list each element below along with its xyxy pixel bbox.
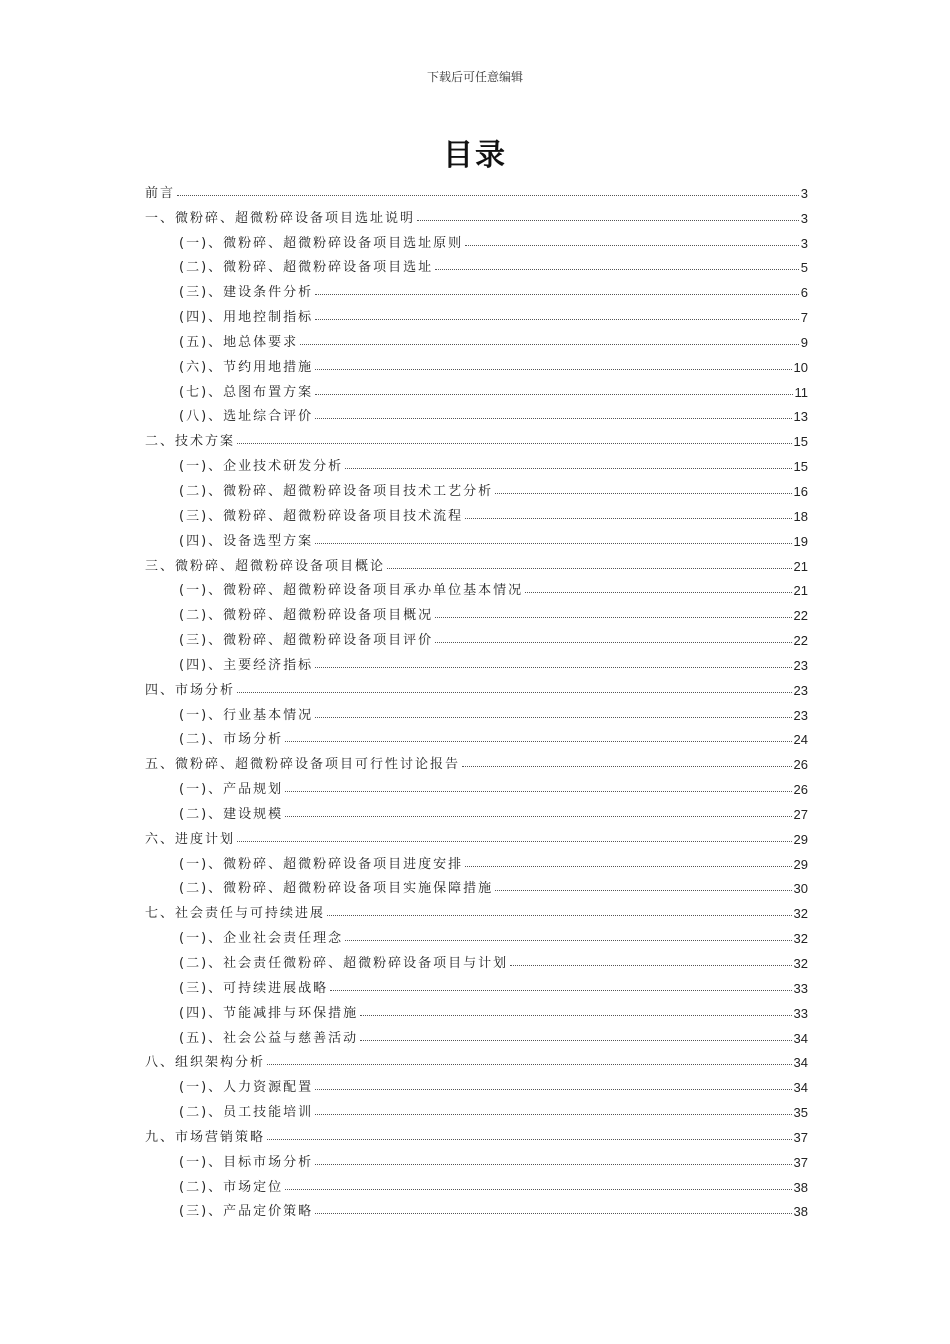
toc-entry-page-number: 23: [793, 707, 808, 723]
toc-entry[interactable]: [145, 946, 808, 971]
toc-dot-leader: [465, 865, 791, 867]
toc-entry[interactable]: [145, 1145, 808, 1170]
toc-entry-text: (一)、产品规划: [179, 782, 284, 798]
toc-entry[interactable]: [145, 201, 808, 226]
toc-entry[interactable]: [145, 822, 808, 847]
toc-entry-text: 七、社会责任与可持续进展: [145, 906, 326, 922]
toc-entry-page-number: 30: [793, 881, 808, 897]
toc-dot-leader: [315, 1088, 791, 1090]
toc-entry-page-number: 13: [793, 409, 808, 425]
toc-dot-leader: [435, 616, 791, 618]
toc-entry[interactable]: [145, 847, 808, 872]
toc-entry-page-number: 6: [800, 285, 808, 301]
toc-dot-leader: [462, 765, 792, 767]
toc-dot-leader: [345, 467, 791, 469]
toc-entry-page-number: 11: [794, 384, 808, 400]
toc-entry-text: (一)、企业社会责任理念: [179, 931, 344, 947]
toc-entry-page-number: 5: [800, 260, 808, 276]
toc-entry[interactable]: [145, 1046, 808, 1071]
toc-entry-text: (三)、微粉碎、超微粉碎设备项目技术流程: [179, 508, 464, 524]
toc-entry-text: 四、市场分析: [145, 682, 236, 698]
toc-dot-leader: [285, 790, 791, 792]
toc-entry[interactable]: [145, 251, 808, 276]
toc-entry-page-number: 34: [793, 1080, 808, 1096]
toc-entry[interactable]: [145, 176, 808, 201]
toc-entry-text: (一)、行业基本情况: [179, 707, 314, 723]
toc-entry[interactable]: [145, 921, 808, 946]
toc-entry[interactable]: [145, 872, 808, 897]
toc-entry[interactable]: [145, 1070, 808, 1095]
toc-entry[interactable]: [145, 772, 808, 797]
toc-entry[interactable]: [145, 350, 808, 375]
toc-entry-page-number: 15: [793, 434, 808, 450]
toc-entry-text: (一)、人力资源配置: [179, 1080, 314, 1096]
toc-entry[interactable]: [145, 499, 808, 524]
toc-dot-leader: [465, 517, 791, 519]
toc-entry[interactable]: [145, 300, 808, 325]
toc-entry[interactable]: [145, 375, 808, 400]
toc-entry-page-number: 10: [793, 359, 808, 375]
toc-dot-leader: [315, 1113, 791, 1115]
toc-entry-page-number: 29: [793, 856, 808, 872]
toc-entry[interactable]: [145, 524, 808, 549]
toc-entry-text: (四)、主要经济指标: [179, 657, 314, 673]
toc-entry[interactable]: [145, 400, 808, 425]
toc-dot-leader: [315, 716, 791, 718]
toc-entry-page-number: 18: [793, 508, 808, 524]
toc-dot-leader: [315, 318, 799, 320]
toc-entry-page-number: 27: [793, 806, 808, 822]
toc-entry-text: (一)、微粉碎、超微粉碎设备项目选址原则: [179, 235, 464, 251]
toc-dot-leader: [510, 964, 791, 966]
toc-entry-text: (二)、建设规模: [179, 806, 284, 822]
toc-entry-text: (八)、选址综合评价: [179, 409, 314, 425]
toc-entry-page-number: 23: [793, 657, 808, 673]
toc-entry[interactable]: [145, 1195, 808, 1220]
toc-entry[interactable]: [145, 1120, 808, 1145]
toc-entry-page-number: 16: [793, 483, 808, 499]
toc-entry[interactable]: [145, 598, 808, 623]
toc-entry-page-number: 38: [793, 1204, 808, 1220]
toc-entry-text: (五)、地总体要求: [179, 334, 299, 350]
toc-entry-page-number: 33: [793, 1005, 808, 1021]
toc-dot-leader: [315, 417, 791, 419]
toc-entry-text: (二)、社会责任微粉碎、超微粉碎设备项目与计划: [179, 956, 509, 971]
toc-entry-text: (三)、建设条件分析: [179, 285, 314, 301]
toc-dot-leader: [465, 244, 799, 246]
toc-entry-page-number: 32: [793, 906, 808, 922]
toc-entry[interactable]: [145, 449, 808, 474]
toc-entry-text: 一、微粉碎、超微粉碎设备项目选址说明: [145, 210, 416, 226]
toc-entry-text: (二)、微粉碎、超微粉碎设备项目技术工艺分析: [179, 483, 494, 499]
toc-dot-leader: [285, 815, 791, 817]
toc-entry-text: (三)、产品定价策略: [179, 1204, 314, 1220]
toc-entry[interactable]: [145, 1095, 808, 1120]
toc-dot-leader: [315, 666, 791, 668]
toc-dot-leader: [315, 1163, 791, 1165]
toc-entry-page-number: 34: [793, 1030, 808, 1046]
toc-entry-page-number: 7: [800, 310, 808, 326]
toc-entry-text: (一)、微粉碎、超微粉碎设备项目承办单位基本情况: [179, 583, 524, 599]
toc-entry-page-number: 26: [793, 757, 808, 773]
toc-entry-text: (三)、微粉碎、超微粉碎设备项目评价: [179, 633, 434, 649]
toc-entry-page-number: 32: [793, 931, 808, 947]
toc-entry-page-number: 35: [793, 1105, 808, 1121]
toc-entry-page-number: 21: [793, 583, 808, 599]
toc-entry[interactable]: [145, 971, 808, 996]
toc-entry-page-number: 29: [793, 831, 808, 847]
toc-entry-page-number: 38: [793, 1179, 808, 1195]
toc-entry[interactable]: [145, 275, 808, 300]
toc-dot-leader: [495, 889, 791, 891]
toc-entry-text: (四)、节能减排与环保措施: [179, 1005, 359, 1021]
toc-entry-text: (四)、用地控制指标: [179, 310, 314, 326]
toc-entry-page-number: 3: [800, 210, 808, 226]
toc-dot-leader: [285, 740, 791, 742]
toc-entry-page-number: 34: [793, 1055, 808, 1071]
toc-entry-page-number: 22: [793, 633, 808, 649]
toc-title: 目录: [443, 138, 507, 173]
toc-entry[interactable]: [145, 226, 808, 251]
toc-entry-text: 六、进度计划: [145, 831, 236, 847]
toc-dot-leader: [417, 219, 799, 221]
toc-entry[interactable]: [145, 996, 808, 1021]
toc-entry[interactable]: [145, 673, 808, 698]
toc-entry-text: 五、微粉碎、超微粉碎设备项目可行性讨论报告: [145, 757, 461, 773]
toc-entry-text: (二)、微粉碎、超微粉碎设备项目概况: [179, 608, 434, 624]
toc-entry-text: (二)、市场定位: [179, 1179, 284, 1195]
toc-entry-page-number: 32: [793, 956, 808, 971]
toc-entry-page-number: 23: [793, 682, 808, 698]
toc-dot-leader: [300, 343, 799, 345]
toc-entry-text: (七)、总图布置方案: [179, 384, 314, 400]
toc-entry-page-number: 33: [793, 980, 808, 996]
toc-entry-page-number: 26: [793, 782, 808, 798]
toc-dot-leader: [315, 1212, 791, 1214]
toc-dot-leader: [495, 492, 791, 494]
toc-dot-leader: [267, 1063, 792, 1065]
toc-entry[interactable]: [145, 549, 808, 574]
toc-dot-leader: [315, 542, 791, 544]
toc-entry[interactable]: [145, 574, 808, 599]
toc-entry[interactable]: [145, 1170, 808, 1195]
toc-entry-text: (一)、微粉碎、超微粉碎设备项目进度安排: [179, 856, 464, 872]
toc-entry[interactable]: [145, 648, 808, 673]
toc-dot-leader: [327, 914, 792, 916]
toc-dot-leader: [315, 368, 791, 370]
toc-entry-text: (二)、市场分析: [179, 732, 284, 748]
toc-dot-leader: [435, 268, 799, 270]
toc-entry-text: (六)、节约用地措施: [179, 359, 314, 375]
toc-dot-leader: [177, 194, 799, 196]
toc-entry[interactable]: [145, 747, 808, 772]
toc-entry-page-number: 3: [800, 235, 808, 251]
toc-entry-text: 九、市场营销策略: [145, 1129, 266, 1145]
toc-entry[interactable]: [145, 698, 808, 723]
toc-dot-leader: [267, 1138, 792, 1140]
toc-dot-leader: [237, 442, 792, 444]
toc-dot-leader: [285, 1188, 791, 1190]
toc-dot-leader: [360, 1039, 791, 1041]
toc-entry[interactable]: [145, 424, 808, 449]
toc-entry[interactable]: [145, 896, 808, 921]
toc-entry-page-number: 19: [793, 533, 808, 549]
toc-entry-page-number: 15: [793, 459, 808, 475]
toc-dot-leader: [345, 939, 791, 941]
page-header-note: 下载后可任意编辑: [426, 70, 523, 84]
toc-entry[interactable]: [145, 797, 808, 822]
toc-dot-leader: [237, 840, 792, 842]
toc-entry-page-number: 21: [793, 558, 808, 574]
toc-entry-text: (五)、社会公益与慈善活动: [179, 1030, 359, 1046]
toc-entry-text: 八、组织架构分析: [145, 1055, 266, 1071]
toc-entry-text: (四)、设备选型方案: [179, 533, 314, 549]
toc-dot-leader: [360, 1014, 791, 1016]
toc-entry-text: 三、微粉碎、超微粉碎设备项目概论: [145, 558, 386, 574]
toc-entry-page-number: 24: [793, 732, 808, 748]
toc-entry-text: (二)、员工技能培训: [179, 1105, 314, 1121]
toc-dot-leader: [315, 393, 792, 395]
toc-entry[interactable]: [145, 623, 808, 648]
toc-entry-text: (三)、可持续进展战略: [179, 980, 329, 996]
toc-entry[interactable]: [145, 1021, 808, 1046]
toc-dot-leader: [330, 989, 791, 991]
toc-entry-text: (一)、企业技术研发分析: [179, 459, 344, 475]
toc-entry-text: (一)、目标市场分析: [179, 1154, 314, 1170]
toc-entry-text: 二、技术方案: [145, 434, 236, 450]
toc-dot-leader: [237, 691, 792, 693]
toc-entry-text: 前言: [145, 185, 176, 201]
toc-entry-text: (二)、微粉碎、超微粉碎设备项目选址: [179, 260, 434, 276]
toc-dot-leader: [315, 293, 799, 295]
toc-dot-leader: [387, 567, 792, 569]
toc-entry-page-number: 3: [800, 185, 808, 201]
toc-entry-page-number: 37: [793, 1154, 808, 1170]
toc-entry-page-number: 9: [800, 334, 808, 350]
toc-entry-page-number: 22: [793, 608, 808, 624]
toc-entry[interactable]: [145, 325, 808, 350]
toc-dot-leader: [435, 641, 791, 643]
toc-entry[interactable]: [145, 723, 808, 748]
toc-entry-text: (二)、微粉碎、超微粉碎设备项目实施保障措施: [179, 881, 494, 897]
table-of-contents: [145, 176, 808, 1219]
toc-dot-leader: [525, 591, 791, 593]
toc-entry-page-number: 37: [793, 1129, 808, 1145]
toc-entry[interactable]: [145, 474, 808, 499]
